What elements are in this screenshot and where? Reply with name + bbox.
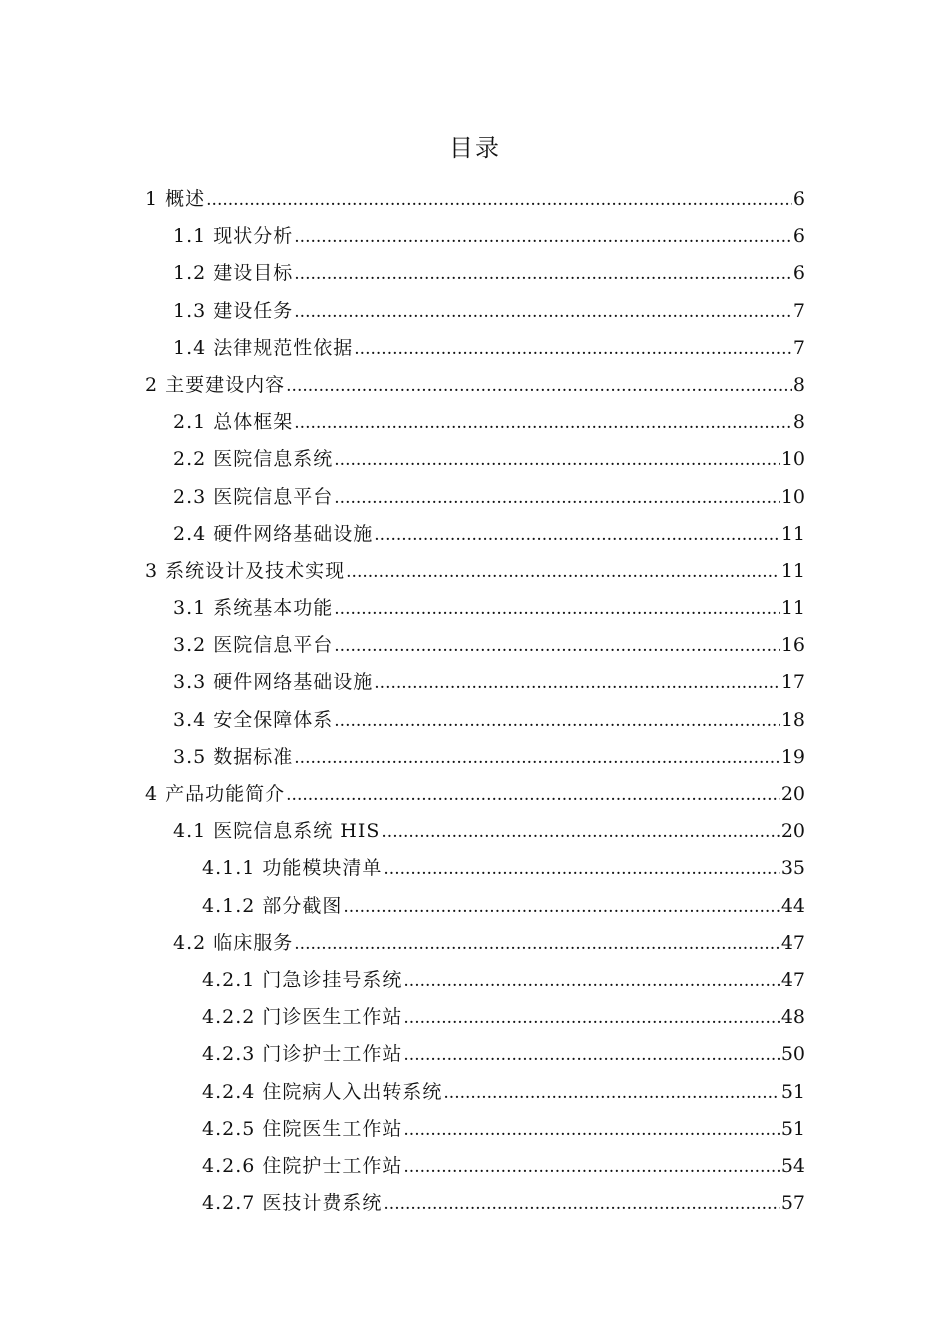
toc-entry-page-number: 51	[780, 1117, 805, 1140]
toc-entry-title: 2.1 总体框架	[173, 411, 294, 434]
toc-entry[interactable]	[202, 888, 805, 925]
toc-entry-title: 1.1 现状分析	[173, 225, 294, 248]
toc-entry-title: 2 主要建设内容	[145, 373, 286, 396]
toc-entry-page-number: 48	[780, 1006, 805, 1029]
toc-entry-title: 4.2.5 住院医生工作站	[202, 1117, 403, 1140]
toc-entry[interactable]	[145, 181, 805, 218]
dot-leader	[334, 480, 780, 517]
dot-leader	[286, 368, 792, 405]
toc-entry-page-number: 10	[780, 448, 805, 471]
toc-entry[interactable]	[173, 330, 805, 367]
toc-entry-page-number: 16	[780, 634, 805, 657]
dot-leader	[403, 963, 779, 1000]
toc-entry-page-number: 8	[792, 411, 805, 434]
toc-entry[interactable]	[202, 1148, 805, 1185]
toc-entry[interactable]	[202, 850, 805, 887]
toc-entry[interactable]	[145, 367, 805, 404]
toc-entry-title: 4.2.1 门急诊挂号系统	[202, 968, 403, 991]
dot-leader	[346, 554, 780, 591]
dot-leader	[294, 256, 792, 293]
dot-leader	[403, 1149, 779, 1186]
toc-entry-title: 4.2 临床服务	[173, 931, 294, 954]
toc-entry[interactable]	[202, 1185, 805, 1222]
toc-entry-title: 4.1.2 部分截图	[202, 894, 343, 917]
toc-entry[interactable]	[173, 293, 805, 330]
toc-entry-title: 4.2.4 住院病人入出转系统	[202, 1080, 443, 1103]
toc-entry-page-number: 51	[780, 1080, 805, 1103]
toc-entry-title: 4.2.3 门诊护士工作站	[202, 1043, 403, 1066]
toc-entry-page-number: 11	[780, 597, 805, 620]
toc-entry-title: 1 概述	[145, 188, 206, 210]
toc-entry-page-number: 47	[780, 931, 805, 954]
toc-entry-page-number: 6	[792, 262, 805, 285]
toc-entry-title: 1.3 建设任务	[173, 299, 294, 322]
toc-entry-page-number: 54	[780, 1154, 805, 1177]
toc-entry[interactable]	[173, 925, 805, 962]
toc-entry-title: 2.3 医院信息平台	[173, 485, 334, 508]
toc-entry[interactable]	[145, 776, 805, 813]
toc-entry-title: 1.2 建设目标	[173, 262, 294, 285]
toc-entry-page-number: 6	[792, 225, 805, 248]
toc-entry-title: 4 产品功能简介	[145, 783, 286, 805]
toc-entry-title: 3 系统设计及技术实现	[145, 559, 346, 582]
dot-leader	[334, 591, 780, 628]
toc-entry[interactable]	[173, 218, 805, 255]
dot-leader	[334, 442, 780, 479]
toc-entry[interactable]	[202, 1074, 805, 1111]
dot-leader	[334, 703, 780, 740]
toc-entry-title: 4.2.2 门诊医生工作站	[202, 1006, 403, 1029]
toc-entry[interactable]	[173, 516, 805, 553]
dot-leader	[286, 777, 780, 814]
toc-entry[interactable]	[202, 1111, 805, 1148]
toc-entry-title: 4.2.6 住院护士工作站	[202, 1154, 403, 1177]
toc-entry-title: 4.2.7 医技计费系统	[202, 1192, 383, 1215]
dot-leader	[354, 331, 792, 368]
table-of-contents	[0, 181, 950, 1222]
page-title: 目录	[449, 134, 501, 162]
toc-entry-page-number: 7	[792, 336, 805, 359]
dot-leader	[343, 889, 779, 926]
toc-entry[interactable]	[173, 702, 805, 739]
toc-entry[interactable]	[173, 590, 805, 627]
toc-entry[interactable]	[202, 962, 805, 999]
dot-leader	[294, 926, 780, 963]
toc-entry-title: 2.2 医院信息系统	[173, 448, 334, 471]
dot-leader	[403, 1112, 779, 1149]
toc-entry-page-number: 18	[780, 708, 805, 731]
toc-entry-title: 3.3 硬件网络基础设施	[173, 671, 374, 694]
dot-leader	[383, 851, 779, 888]
toc-entry-page-number: 10	[780, 485, 805, 508]
toc-entry[interactable]	[173, 441, 805, 478]
toc-entry-page-number: 11	[780, 559, 805, 582]
toc-entry-page-number: 17	[780, 671, 805, 694]
toc-entry-title: 4.1 医院信息系统 HIS	[173, 820, 381, 843]
toc-entry-page-number: 57	[780, 1192, 805, 1215]
toc-entry-page-number: 35	[780, 857, 805, 880]
toc-entry-title: 4.1.1 功能模块清单	[202, 857, 383, 880]
toc-entry[interactable]	[173, 627, 805, 664]
toc-entry[interactable]	[145, 553, 805, 590]
dot-leader	[381, 814, 779, 851]
toc-entry-title: 3.4 安全保障体系	[173, 708, 334, 731]
dot-leader	[294, 405, 792, 442]
toc-entry-page-number: 20	[780, 783, 805, 805]
toc-entry-page-number: 7	[792, 299, 805, 322]
dot-leader	[206, 182, 792, 219]
dot-leader	[383, 1186, 779, 1223]
toc-entry-page-number: 8	[792, 373, 805, 396]
toc-entry-page-number: 47	[780, 968, 805, 991]
toc-entry[interactable]	[202, 999, 805, 1036]
toc-entry-title: 2.4 硬件网络基础设施	[173, 522, 374, 545]
toc-entry-title: 3.1 系统基本功能	[173, 597, 334, 620]
dot-leader	[374, 665, 780, 702]
toc-entry-page-number: 11	[780, 522, 805, 545]
dot-leader	[334, 628, 780, 665]
toc-entry[interactable]	[173, 404, 805, 441]
toc-entry-title: 1.4 法律规范性依据	[173, 336, 354, 359]
toc-entry-page-number: 19	[780, 745, 805, 768]
toc-entry[interactable]	[173, 255, 805, 292]
dot-leader	[403, 1037, 779, 1074]
toc-entry[interactable]	[202, 1036, 805, 1073]
dot-leader	[294, 740, 780, 777]
dot-leader	[443, 1075, 779, 1112]
dot-leader	[403, 1000, 779, 1037]
toc-entry[interactable]	[173, 739, 805, 776]
toc-entry-page-number: 44	[780, 894, 805, 917]
toc-entry-page-number: 6	[792, 188, 805, 210]
toc-entry-page-number: 20	[780, 820, 805, 843]
dot-leader	[294, 294, 792, 331]
toc-entry-title: 3.2 医院信息平台	[173, 634, 334, 657]
toc-entry[interactable]	[173, 664, 805, 701]
toc-entry-title: 3.5 数据标准	[173, 745, 294, 768]
toc-entry[interactable]	[173, 813, 805, 850]
toc-entry-page-number: 50	[780, 1043, 805, 1066]
dot-leader	[294, 219, 792, 256]
dot-leader	[374, 517, 780, 554]
toc-entry[interactable]	[173, 479, 805, 516]
